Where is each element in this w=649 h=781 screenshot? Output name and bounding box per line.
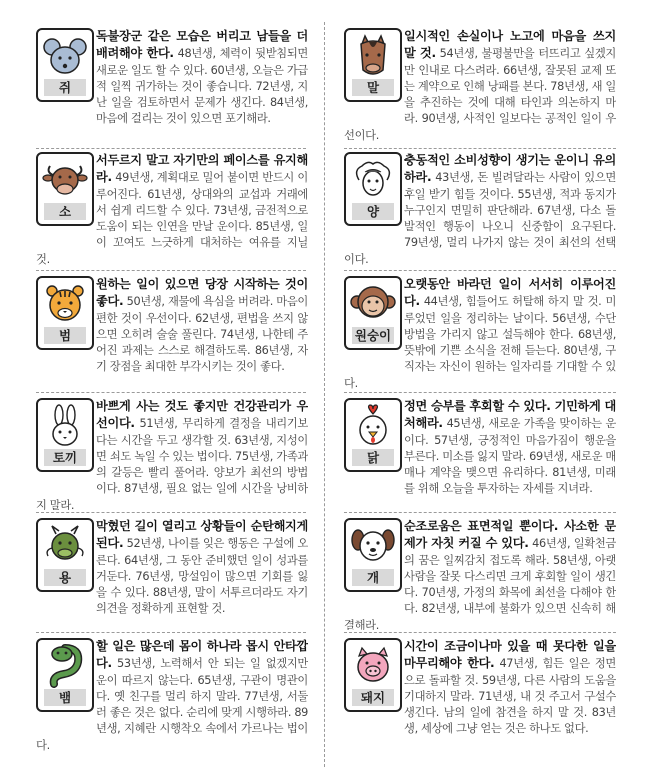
monkey-icon <box>350 282 396 326</box>
zodiac-label: 말 <box>352 79 394 96</box>
row-divider <box>344 512 616 513</box>
zodiac-entry-ox <box>36 152 308 268</box>
zodiac-label: 개 <box>352 569 394 586</box>
zodiac-badge <box>344 638 402 712</box>
zodiac-badge <box>344 398 402 472</box>
row-divider <box>344 148 616 149</box>
fortune-headline: 서두르지 말고 자기만의 페이스를 유지해라. <box>96 153 308 185</box>
fortune-headline: 일시적인 손실이나 노고에 마음을 쓰지 말 것. <box>404 29 616 61</box>
fortune-body: 53년생, 노력해서 안 되는 일 없겠지만 운이 따르지 않는다. 65년생, 구관이 명관이다. 옛 친구를 멀리 하지 말라. 77년생, 서둘러 좋은 것은 없다. 순리에 맞게 시행하라. 89년생, 지혜란 시행착오 속에서 가르나는 법이다. <box>36 657 308 752</box>
zodiac-entry-dragon <box>36 518 308 630</box>
zodiac-badge <box>36 152 94 226</box>
zodiac-badge <box>36 276 94 350</box>
fortune-body: 47년생, 힘든 일은 정면으로 돌파할 것. 59년생, 다른 사람의 도움을 기대하지 말라. 71년생, 내 것 주고서 구설수 생긴다. 남의 일에 참견을 하지 말 것. 83년생, 세상에 그냥 얻는 것은 하나도 없다. <box>404 657 616 736</box>
zodiac-label: 닭 <box>352 449 394 466</box>
zodiac-badge <box>36 638 94 712</box>
zodiac-label: 원숭이 <box>352 327 394 344</box>
horse-icon <box>350 34 396 78</box>
zodiac-entry-dog <box>344 518 616 630</box>
fortune-headline: 독불장군 같은 모습은 버리고 남들을 더 배려해야 한다. <box>96 29 308 61</box>
fortune-headline: 바쁘게 사는 것도 좋지만 건강관리가 우선이다. <box>96 399 308 431</box>
row-divider <box>36 392 306 393</box>
zodiac-label: 소 <box>44 203 86 220</box>
zodiac-entry-monkey <box>344 276 616 390</box>
zodiac-label: 쥐 <box>44 79 86 96</box>
fortune-headline: 오랫동안 바라던 일이 서서히 이루어진다. <box>404 277 616 309</box>
rabbit-icon <box>42 404 88 448</box>
zodiac-entry-rat <box>36 28 308 144</box>
fortune-headline: 시간이 조금이나마 있을 때 못다한 일을 마무리해야 한다. <box>404 639 616 671</box>
fortune-headline: 원하는 일이 있으면 당장 시작하는 것이 좋다. <box>96 277 308 309</box>
zodiac-entry-snake <box>36 638 308 766</box>
zodiac-entry-pig <box>344 638 616 766</box>
sheep-icon <box>350 158 396 202</box>
row-divider <box>36 148 306 149</box>
fortune-body: 50년생, 재물에 욕심을 버려라. 마음이 편한 것이 우선이다. 62년생, 편법을 쓰지 않으면 오히려 술술 풀린다. 74년생, 나한테 주어진 과제는 스스로 해결하도록. 86년생, 자기 장점을 최대한 부각시키는 것이 좋다. <box>96 295 308 374</box>
fortune-body: 49년생, 계획대로 밀어 붙이면 반드시 이루어진다. 61년생, 상대와의 교섭과 거래에서 쉽게 리드할 수 있다. 73년생, 금전적으로 도움이 되는 인연을 만날 운이다. 85년생, 일이 꼬여도 느긋하게 대처하는 여유를 지닐 것. <box>36 171 308 266</box>
fortune-body: 52년생, 나이를 잊은 행동은 구설에 오른다. 64년생, 그 동안 준비했던 일이 성과를 거둔다. 76년생, 망설임이 많으면 기회를 잃을 수 있다. 88년생, 말이 서투르더라도 자기 의견을 정확하게 표현할 것. <box>96 537 308 616</box>
ox-icon <box>42 158 88 202</box>
zodiac-label: 양 <box>352 203 394 220</box>
row-divider <box>36 512 306 513</box>
row-divider <box>36 632 306 633</box>
tiger-icon <box>42 282 88 326</box>
fortune-body: 54년생, 불평불만을 터뜨리고 싶겠지만 인내로 다스려라. 66년생, 잘못된 교제 또는 계약으로 인해 낭패를 본다. 78년생, 새 일을 추진하는 것에 대해 타인과 의논하지 마라. 90년생, 사적인 일보다는 공적인 일이 우선이다. <box>344 47 616 142</box>
fortune-body: 51년생, 무리하게 결정을 내리기보다는 시간을 두고 생각할 것. 63년생, 지성이면 쇠도 녹일 수 있는 법이다. 75년생, 가족과의 갈등은 빨리 풀어라. 양보가 최선의 방법이다. 87년생, 필요 없는 일에 시간을 낭비하지 말라. <box>36 417 308 510</box>
zodiac-entry-sheep <box>344 152 616 268</box>
fortune-body: 44년생, 힘들어도 허탈해 하지 말 것. 미루었던 일을 정리하는 날이다. 56년생, 수단 방법을 가리지 않고 설득해야 한다. 68년생, 뜻밖에 기쁜 소식을 전해 듣는다. 80년생, 구직자는 자신이 원하는 일자리를 기대할 수 있다. <box>344 295 616 390</box>
dragon-icon <box>42 524 88 568</box>
zodiac-label: 토끼 <box>44 449 86 466</box>
rat-icon <box>42 34 88 78</box>
row-divider <box>36 270 306 271</box>
rooster-icon <box>350 404 396 448</box>
zodiac-badge <box>344 152 402 226</box>
fortune-headline: 순조로움은 표면적일 뿐이다. 사소한 문제가 자칫 커질 수 있다. <box>404 519 616 551</box>
zodiac-entry-rooster <box>344 398 616 510</box>
pig-icon <box>350 644 396 688</box>
fortune-body: 46년생, 일확천금의 꿈은 일찌감치 접도록 해라. 58년생, 아랫사람을 잘못 다스리면 크게 후회할 일이 생긴다. 70년생, 가정의 화목에 최선을 다해야 한다. 82년생, 내부에 불화가 있으면 신속히 해결해라. <box>344 537 616 630</box>
zodiac-label: 뱀 <box>44 689 86 706</box>
zodiac-badge <box>344 276 402 350</box>
row-divider <box>344 392 616 393</box>
snake-icon <box>42 644 88 688</box>
fortune-headline: 막혔던 길이 열리고 상황들이 순탄해지게 된다. <box>96 519 308 551</box>
zodiac-badge <box>344 518 402 592</box>
zodiac-badge <box>36 518 94 592</box>
fortune-body: 45년생, 새로운 가족을 맞이하는 운이다. 57년생, 긍정적인 마음가짐이 행운을 부른다. 미소를 잃지 말라. 69년생, 새로운 매매나 계약을 맺으면 유리하다. 81년생, 미래를 위해 오늘을 투자하는 자세를 지녀라. <box>404 417 616 496</box>
zodiac-entry-tiger <box>36 276 308 390</box>
zodiac-badge <box>36 28 94 102</box>
fortune-body: 43년생, 돈 빌려달라는 사람이 있으면 후일 받기 힘들 것이다. 55년생, 적과 동지가 누구인지 면밀히 판단해라. 67년생, 다소 돌발적인 행동이 나오니 신중함이 요구된다. 79년생, 멀리 나가지 않는 것이 최선의 선택이다. <box>344 171 616 266</box>
row-divider <box>344 632 616 633</box>
zodiac-label: 용 <box>44 569 86 586</box>
fortune-body: 48년생, 체력이 뒷받침되면 새로운 일도 할 수 있다. 60년생, 오늘은 가급적 일찍 귀가하는 것이 좋습니다. 72년생, 지난 일을 검토하면서 문제가 생긴다. 84년생, 마음에 걸리는 것이 있으면 포기해라. <box>96 47 308 126</box>
row-divider <box>344 270 616 271</box>
zodiac-entry-rabbit <box>36 398 308 510</box>
zodiac-badge <box>344 28 402 102</box>
fortune-headline: 할 일은 많은데 몸이 하나라 몹시 안타깝다. <box>96 639 308 671</box>
zodiac-label: 돼지 <box>352 689 394 706</box>
zodiac-label: 범 <box>44 327 86 344</box>
fortune-headline: 충동적인 소비성향이 생기는 운이니 유의하라. <box>404 153 616 185</box>
zodiac-badge <box>36 398 94 472</box>
zodiac-entry-horse <box>344 28 616 144</box>
column-divider <box>324 22 325 767</box>
fortune-headline: 정면 승부를 후회할 수 있다. 기민하게 대처해라. <box>404 399 616 431</box>
dog-icon <box>350 524 396 568</box>
